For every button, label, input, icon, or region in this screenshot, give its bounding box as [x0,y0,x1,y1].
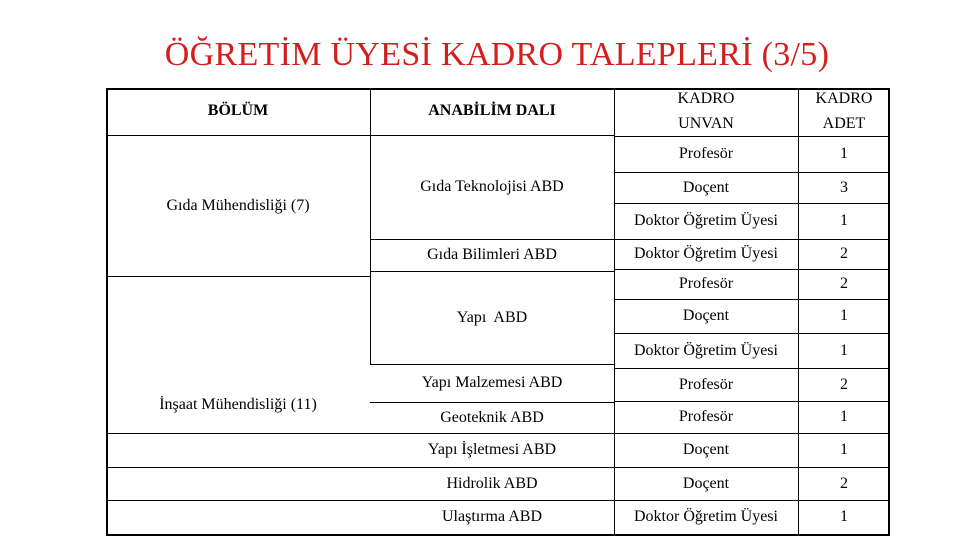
count-value: 1 [840,212,848,230]
department-label: Gıda Mühendisliği (7) [166,196,310,214]
title-cell [614,300,798,333]
title-cell [614,204,798,239]
count-cell [798,173,890,203]
division-cell [370,272,614,364]
header-department [106,88,370,135]
division-label: Yapı Malzemesi ABD [421,374,563,392]
count-cell [798,369,890,401]
department-label: İnşaat Mühendisliği (11) [159,396,317,414]
count-cell [798,334,890,368]
count-cell [798,300,890,333]
header-count-line2: ADET [822,115,866,132]
header-division [370,88,614,135]
title-cell [614,402,798,433]
count-value: 1 [840,441,848,459]
title-cell [614,173,798,203]
title-value: Doçent [682,178,730,196]
count-value: 1 [840,341,848,359]
count-cell [798,240,890,269]
title-value: Doktor Öğretim Üyesi [634,341,778,359]
count-cell [798,468,890,500]
count-cell [798,402,890,433]
title-value: Doçent [682,474,730,492]
title-value: Profesör [678,408,734,426]
header-count-line1: KADRO [815,90,873,108]
header-title-line1: KADRO [677,90,735,108]
title-cell [614,270,798,299]
header-count [798,88,890,136]
division-label: Hidrolik ABD [446,474,538,492]
division-cell [370,403,614,433]
count-value: 2 [840,245,848,263]
count-value: 1 [840,145,848,163]
title-value: Doktor Öğretim Üyesi [634,212,778,230]
division-label: Geoteknik ABD [440,408,544,426]
division-cell [370,501,614,534]
title-cell [614,434,798,467]
header-department-label: BÖLÜM [207,102,269,120]
division-cell [370,468,614,500]
division-cell [370,434,614,467]
title-cell [614,334,798,368]
title-value: Profesör [678,145,734,163]
division-cell [370,136,614,239]
count-value: 3 [840,178,848,196]
count-value: 2 [840,474,848,492]
title-cell [614,137,798,172]
title-value: Doktor Öğretim Üyesi [634,508,778,526]
count-cell [798,137,890,172]
division-label: Yapı İşletmesi ABD [427,441,557,459]
count-cell [798,501,890,534]
title-value: Profesör [678,375,734,393]
header-division-label: ANABİLİM DALI [428,102,556,120]
title-value: Profesör [678,275,734,293]
table-border-bottom [106,534,890,536]
count-value: 1 [840,307,848,325]
title-value: Doçent [682,441,730,459]
title-value: Doktor Öğretim Üyesi [634,245,778,263]
count-cell [798,270,890,299]
division-label: Ulaştırma ABD [442,508,542,526]
title-cell [614,240,798,269]
count-value: 2 [840,375,848,393]
division-label: Gıda Bilimleri ABD [427,246,557,264]
title-cell [614,369,798,401]
count-value: 1 [840,508,848,526]
department-cell [106,277,370,534]
count-cell [798,434,890,467]
title-cell [614,501,798,534]
title-value: Doçent [682,307,730,325]
division-label: Gıda Teknolojisi ABD [420,178,564,196]
division-cell [370,240,614,271]
count-value: 2 [840,275,848,293]
division-cell [370,365,614,402]
header-title-line2: UNVAN [678,115,734,132]
header-title [614,88,798,136]
page-title: ÖĞRETİM ÜYESİ KADRO TALEPLERİ (3/5) [164,36,830,73]
division-label: Yapı ABD [456,308,528,326]
staff-request-table [106,88,890,536]
count-cell [798,204,890,239]
title-cell [614,468,798,500]
department-cell [106,136,370,276]
count-value: 1 [840,408,848,426]
